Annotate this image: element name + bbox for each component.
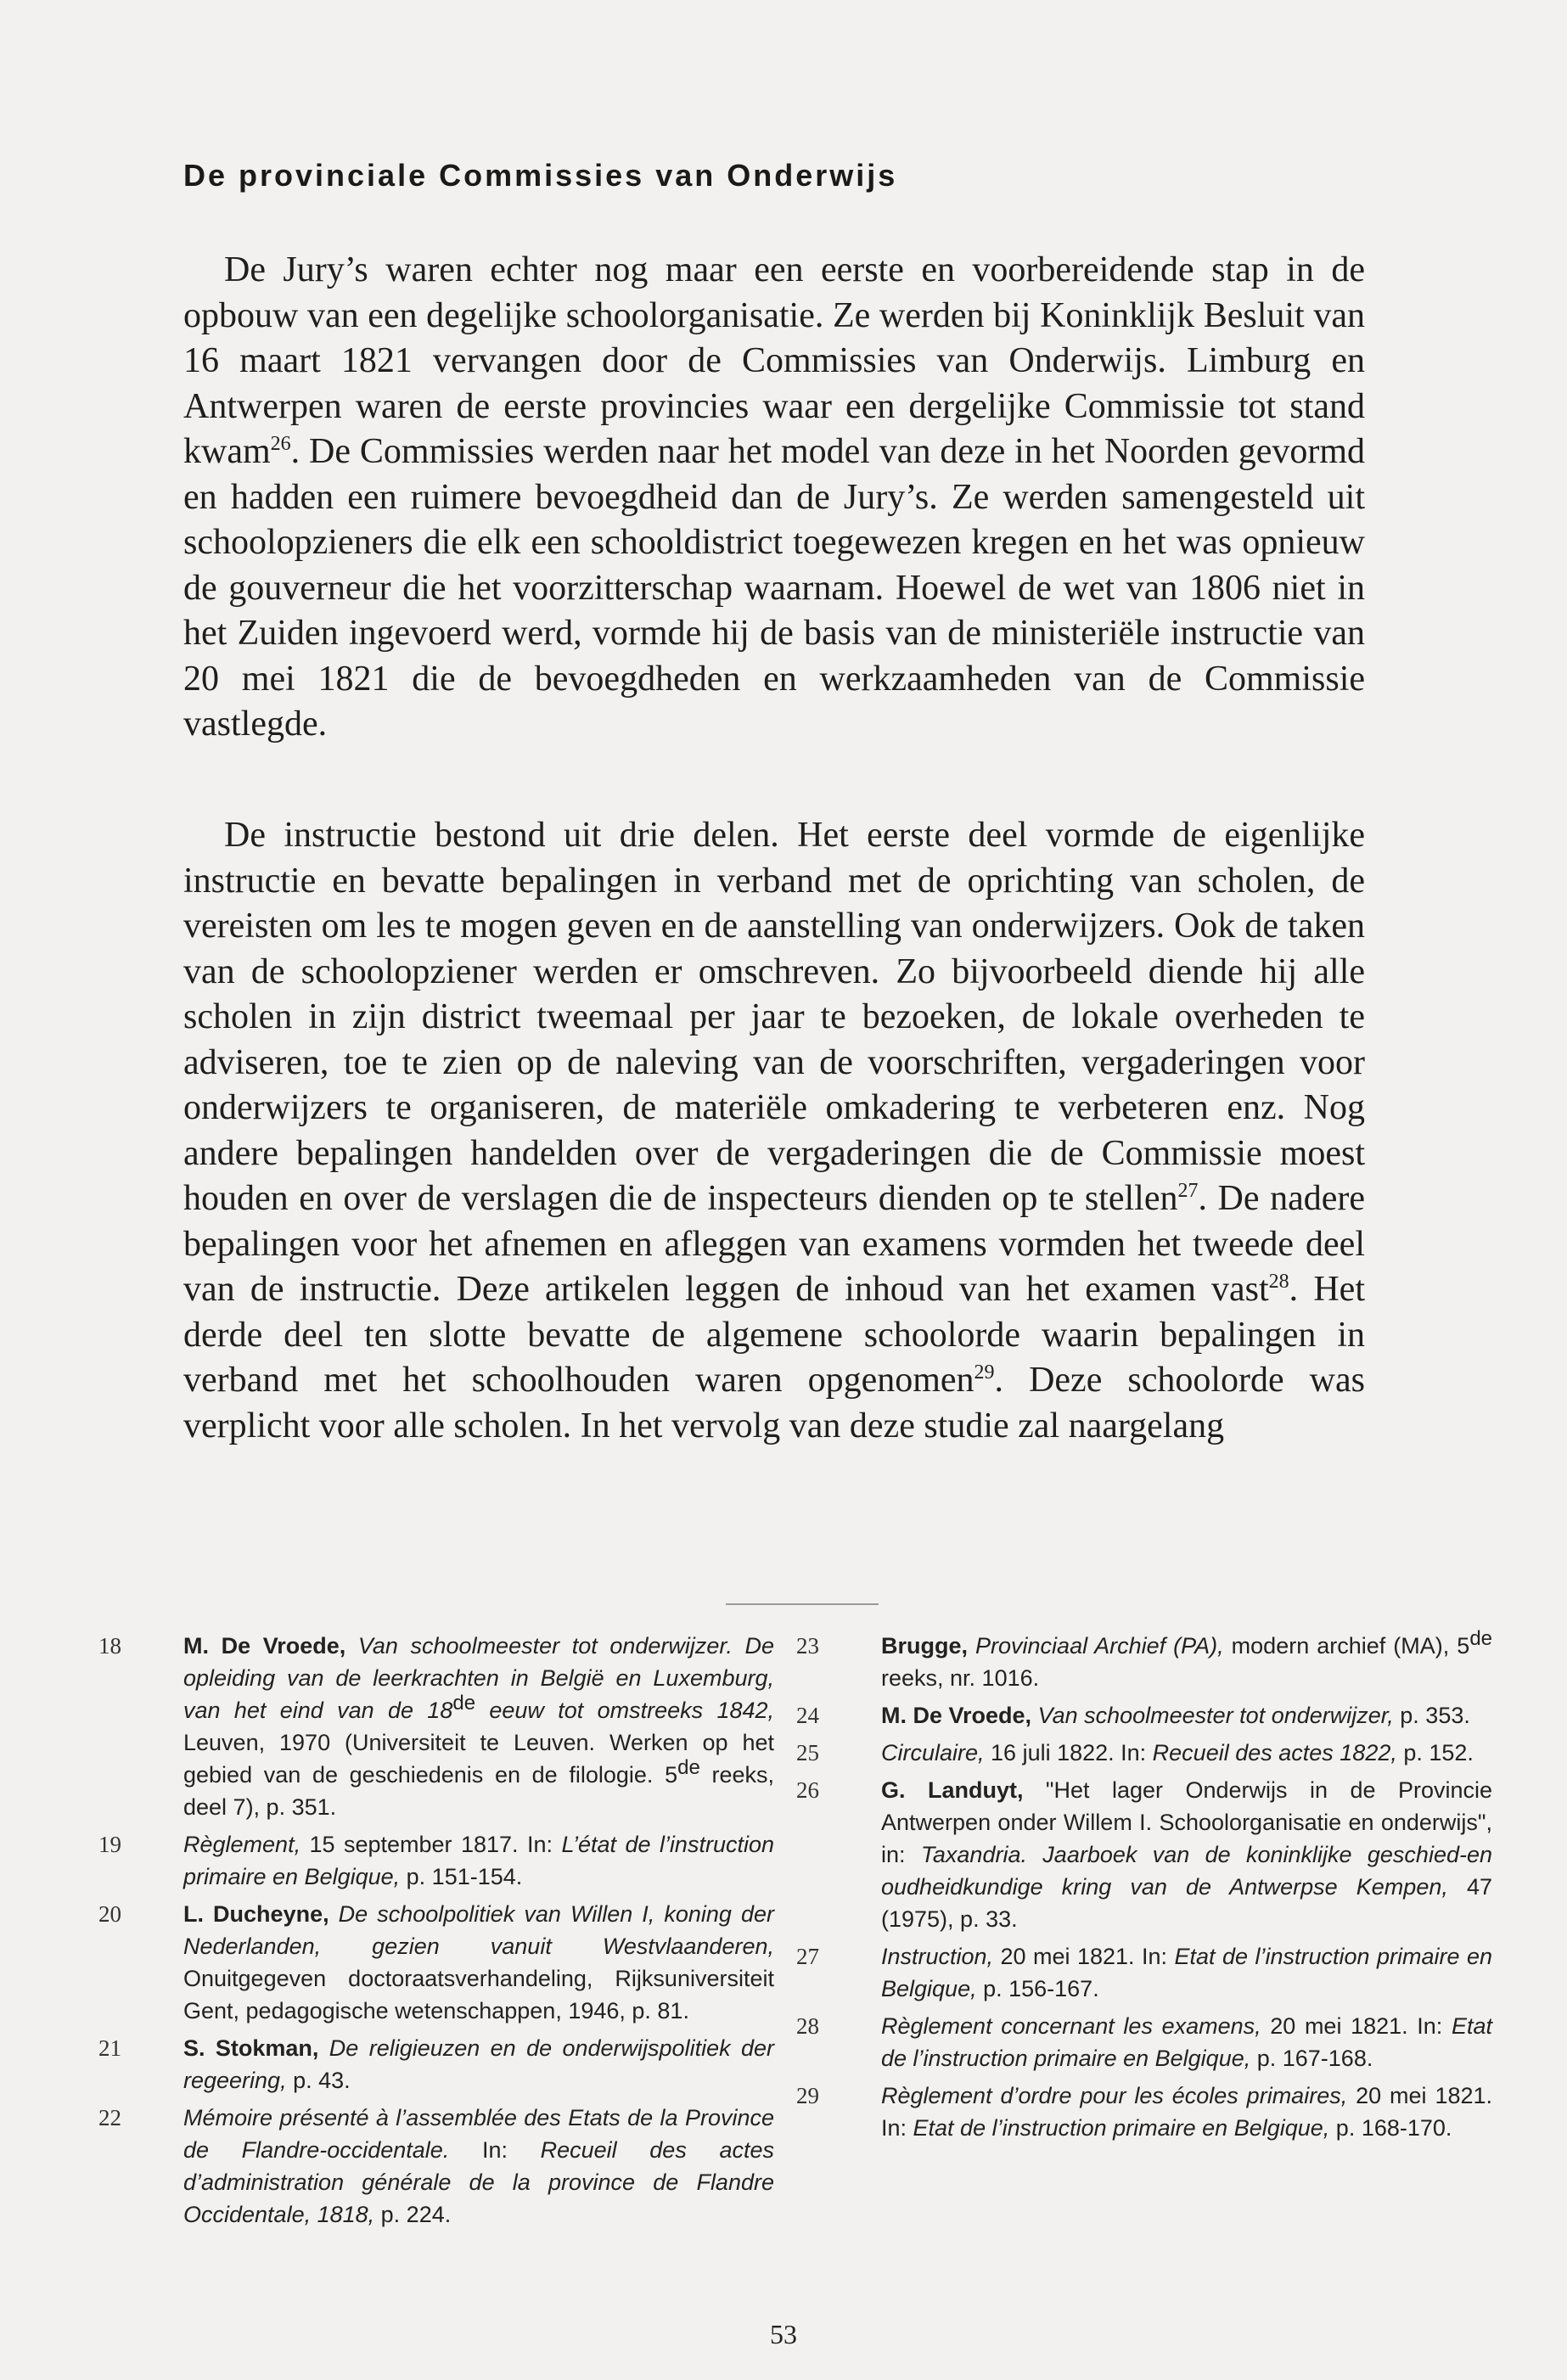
footnote-text: 16 juli 1822. In: [984,1740,1153,1765]
footnote-ref-27[interactable]: 27 [1177,1180,1199,1202]
paragraph-2-text-b: . De nadere bepalingen voor het afnemen en afleggen van examens vormden het tweede deel van de instructie. Deze artikelen leggen de inhoud van het examen vast [183,1179,1365,1309]
paragraph-2-text-d: . Deze schoolorde was verplicht voor alle scholen. In het vervolg van deze studie zal naargelang [183,1361,1365,1445]
paragraph-1-text-b: . De Commissies werden naar het model van deze in het Noorden gevormd en hadden een ruimere bevoegdheid dan de Jury’s. Ze werden samengesteld uit schoolopzieners die elk een schooldistrict toegewezen kregen en het was opnieuw de gouverneur die het voorzitterschap waarnam. Hoewel de wet van 1806 niet in het Zuiden ingevoerd werd, vormde hij de basis van de ministeriële instructie van 20 mei 1821 die de bevoegdheden en werkzaamheden van de Commissie vastlegde. [183,432,1365,744]
footnote-23 [796,1627,1493,1694]
footnote-number: 18 [98,1633,121,1659]
footnote-number: 23 [796,1633,819,1659]
footnote-title: Règlement concernant les examens, [881,2013,1261,2039]
footnote-author: L. Ducheyne, [183,1901,329,1927]
paragraph-2-text-a: De instructie bestond uit drie delen. Het eerste deel vormde de eigenlijke instructie en bevatte bepalingen in verband met de oprichting van scholen, de vereisten om les te mogen geven en de aanstelling van onderwijzers. Ook de taken van de schoolopziener werden er omschreven. Zo bijvoorbeeld diende hij alle scholen in zijn district tweemaal per jaar te bezoeken, de lokale overheden te adviseren, toe te zien op de naleving van de voorschriften, vergaderingen voor onderwijzers te organiseren, de materiële omkadering te verbeteren enz. Nog andere bepalingen handelden over de vergaderingen die de Commissie moest houden en over de verslagen die de inspecteurs dienden op te stellen [183,816,1365,1218]
footnote-24 [796,1699,1492,1732]
footnote-ref-28[interactable]: 28 [1268,1271,1289,1293]
footnote-title: Recueil des actes d’administration générale de la province de Flandre Occidentale, 1818, [183,2137,774,2227]
footnote-title: Règlement d’ordre pour les écoles primaires, [881,2083,1348,2108]
section-heading: De provinciale Commissies van Onderwijs [183,158,898,193]
footnote-number: 22 [98,2105,121,2130]
footnote-sup: de [452,1692,476,1715]
footnote-title: Circulaire, [881,1740,985,1765]
footnote-text: p. 43. [286,2068,351,2093]
footnote-text: p. 151-154. [400,1864,523,1889]
footnote-author: M. De Vroede, [183,1633,346,1659]
footnote-text: 20 mei 1821. In: [1261,2013,1452,2039]
footnote-text: reeks, nr. 1016. [881,1665,1040,1691]
footnote-text: p. 156-167. [976,1976,1099,2001]
footnote-text: p. 167-168. [1250,2046,1373,2071]
footnote-title: eeuw tot omstreeks 1842, [475,1698,775,1723]
footnote-27 [796,1940,1492,2005]
footnote-number: 27 [796,1944,819,1969]
footnote-26 [796,1774,1492,1935]
footnote-text: p. 152. [1396,1740,1474,1765]
footnote-text: p. 353. [1393,1703,1470,1728]
footnote-18 [98,1630,774,1823]
footnote-text: 15 september 1817. In: [300,1832,562,1857]
footnote-title: Van schoolmeester tot onderwijzer, [1031,1703,1394,1728]
footnote-text: "Het lager Onderwijs in de Provincie Antwerpen onder Willem I. Schoolorganisatie en onderwijs", in: [881,1777,1493,1867]
footnote-text: modern archief (MA), 5 [1223,1633,1470,1659]
footnote-sup: de [677,1756,700,1779]
footnote-sup: de [1469,1627,1493,1650]
footnote-author: M. De Vroede, [881,1703,1032,1728]
paragraph-1-text-a: De Jury’s waren echter nog maar een eerste en voorbereidende stap in de opbouw van een degelijke schoolorganisatie. Ze werden bij Koninklijk Besluit van 16 maart 1821 vervangen door de Commissies van Onderwijs. Limburg en Antwerpen waren de eerste provincies waar een dergelijke Commissie tot stand kwam [183,250,1365,471]
footnote-22 [98,2102,774,2231]
footnote-title: Instruction, [881,1944,994,1969]
footnote-number: 24 [796,1703,819,1728]
footnote-title: De religieuzen en de onderwijspolitiek der regeering, [183,2035,774,2093]
footnote-divider [726,1603,879,1605]
footnote-text: 20 mei 1821. In: [993,1944,1175,1969]
footnote-number: 29 [796,2083,819,2108]
footnote-text: reeks, deel 7), p. 351. [183,1762,775,1820]
footnotes-right-column [796,1627,1493,2149]
footnote-author: Brugge, [881,1633,969,1659]
footnote-title: Van schoolmeester tot onderwijzer. De opleiding van de leerkrachten in België en Luxemburg, van het eind van de 18 [183,1633,774,1723]
paragraph-1 [183,248,1365,748]
footnote-title: Etat de l’instruction primaire en Belgique, [881,2013,1492,2071]
footnote-number: 28 [796,2013,819,2039]
footnote-number: 20 [98,1901,121,1927]
footnote-text: p. 224. [374,2202,452,2227]
paragraph-2-text-c: . Het derde deel ten slotte bevatte de algemene schoolorde waarin bepalingen in verband met het schoolhouden waren opgenomen [183,1270,1365,1400]
footnote-number: 26 [796,1777,819,1803]
footnote-title: L’état de l’instruction primaire en Belgique, [183,1832,774,1889]
footnote-text: 47 (1975), p. 33. [881,1874,1492,1932]
page-number: 53 [770,2319,797,2349]
footnote-title: Etat de l’instruction primaire en Belgique, [913,2115,1330,2141]
footnote-text: Leuven, 1970 (Universiteit te Leuven. Werken op het gebied van de geschiedenis en de filologie. 5 [183,1730,774,1788]
footnote-number: 25 [796,1740,819,1765]
footnote-title: De schoolpolitiek van Willen I, koning der Nederlanden, gezien vanuit Westvlaanderen, [183,1901,774,1959]
footnote-21 [98,2032,774,2097]
footnote-title: Recueil des actes 1822, [1152,1740,1397,1765]
footnote-title: Etat de l’instruction primaire en Belgique, [881,1944,1493,2001]
footnote-title: Provinciaal Archief (PA), [968,1633,1224,1659]
footnotes-left-column [98,1630,774,2236]
footnote-number: 19 [98,1832,121,1857]
footnote-text: In: [449,2137,541,2163]
footnote-title: Règlement, [183,1832,301,1857]
footnote-title: Mémoire présenté à l’assemblée des Etats de la Province de Flandre-occidentale. [183,2105,774,2163]
paragraph-2 [183,813,1365,1449]
footnote-29 [796,2080,1492,2144]
footnote-text: p. 168-170. [1329,2115,1452,2141]
footnote-author: G. Landuyt, [881,1777,1024,1803]
footnote-28 [796,2010,1492,2074]
footnote-25 [796,1737,1492,1769]
footnote-text: Onuitgegeven doctoraatsverhandeling, Rijksuniversiteit Gent, pedagogische wetenschappen, 1946, p. 81. [183,1966,774,2024]
footnote-number: 21 [98,2035,121,2061]
footnote-title: Taxandria. Jaarboek van de koninklijke geschied-en oudheidkundige kring van de Antwerpse Kempen, [881,1842,1492,1900]
footnote-text: 20 mei 1821. In: [881,2083,1493,2141]
footnote-ref-29[interactable]: 29 [974,1361,995,1384]
footnote-19 [98,1828,774,1893]
footnote-author: S. Stokman, [183,2035,319,2061]
footnote-ref-26[interactable]: 26 [270,433,291,455]
footnote-20 [98,1898,774,2027]
